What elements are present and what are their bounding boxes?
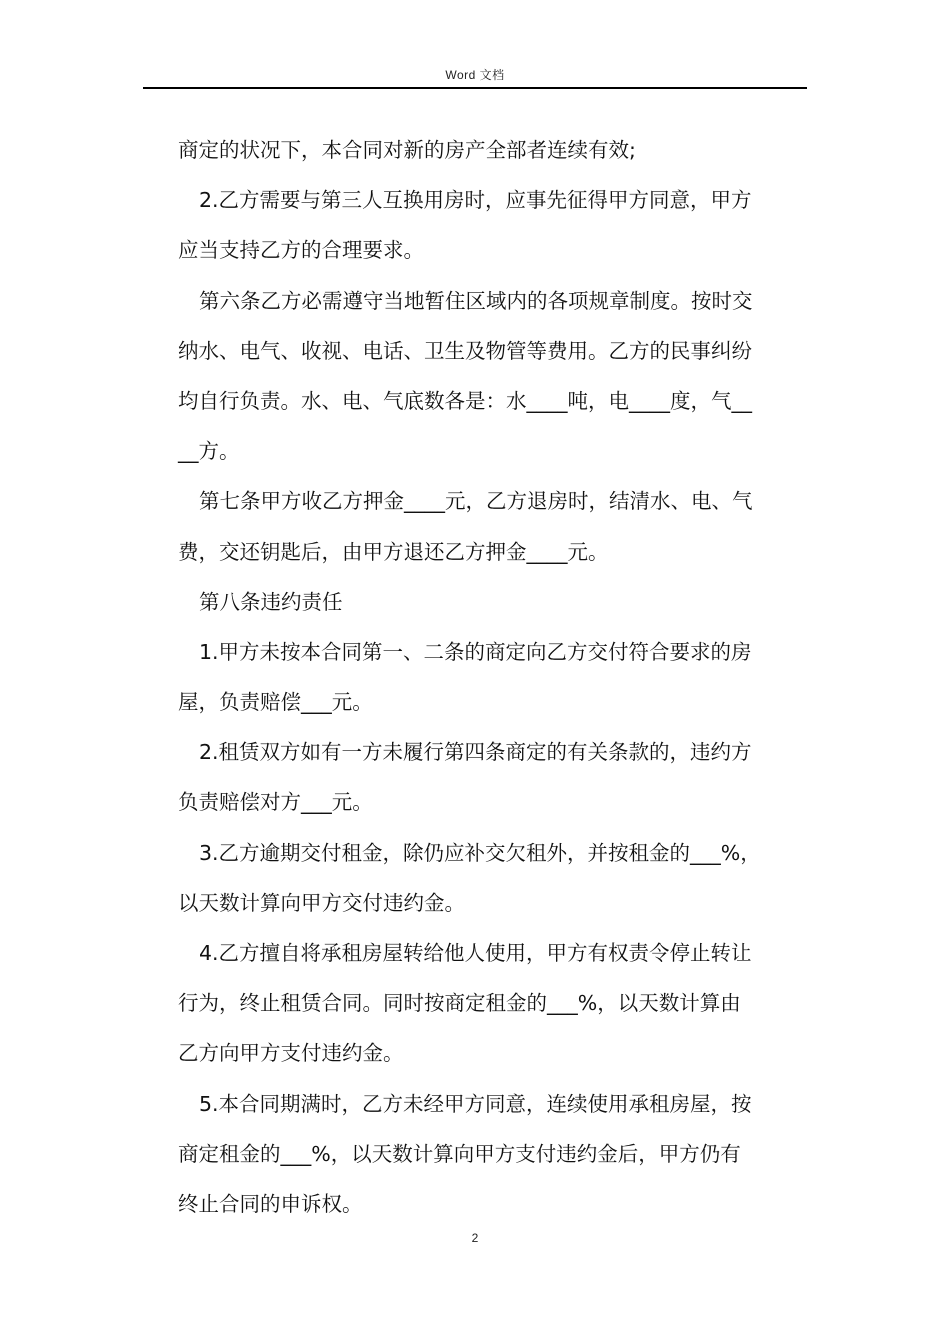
text-line: 费，交还钥匙后，由甲方退还乙方押金____元。 <box>178 539 609 564</box>
header-divider <box>143 87 807 89</box>
text-line: 商定租金的___%，以天数计算向甲方支付违约金后，甲方仍有 <box>178 1141 741 1166</box>
text-line: 均自行负责。水、电、气底数各是：水____吨，电____度，气__ <box>178 388 752 413</box>
text-line: 3.乙方逾期交付租金，除仍应补交欠租外，并按租金的___%， <box>199 840 761 865</box>
page-header: Word 文档 <box>445 68 505 82</box>
text-line: 屋，负责赔偿___元。 <box>178 690 373 715</box>
text-line: 第七条甲方收乙方押金____元，乙方退房时，结清水、电、气 <box>199 489 753 514</box>
text-line: 行为，终止租赁合同。同时按商定租金的___%，以天数计算由 <box>178 991 741 1016</box>
text-line: 负责赔偿对方___元。 <box>178 790 373 815</box>
text-line: __方。 <box>178 439 240 464</box>
text-line: 1.甲方未按本合同第一、二条的商定向乙方交付符合要求的房 <box>199 639 752 664</box>
page-number: 2 <box>471 1231 479 1245</box>
text-line: 5.本合同期满时，乙方未经甲方同意，连续使用承租房屋，按 <box>199 1091 752 1116</box>
text-line: 商定的状况下，本合同对新的房产全部者连续有效; <box>178 138 636 162</box>
text-line: 4.乙方擅自将承租房屋转给他人使用，甲方有权责令停止转让 <box>199 941 752 965</box>
text-line: 终止合同的申诉权。 <box>178 1191 363 1216</box>
text-line: 应当支持乙方的合理要求。 <box>178 238 424 263</box>
text-line: 第八条违约责任 <box>199 589 343 614</box>
text-line: 2.租赁双方如有一方未履行第四条商定的有关条款的，违约方 <box>199 740 752 765</box>
text-line: 乙方向甲方支付违约金。 <box>178 1041 404 1066</box>
text-line: 第六条乙方必需遵守当地暂住区域内的各项规章制度。按时交 <box>199 288 753 313</box>
document-body <box>178 128 802 1232</box>
text-line: 以天数计算向甲方交付违约金。 <box>178 890 465 915</box>
text-line: 纳水、电气、收视、电话、卫生及物管等费用。乙方的民事纠纷 <box>178 338 752 363</box>
text-line: 2.乙方需要与第三人互换用房时，应事先征得甲方同意，甲方 <box>199 188 752 213</box>
